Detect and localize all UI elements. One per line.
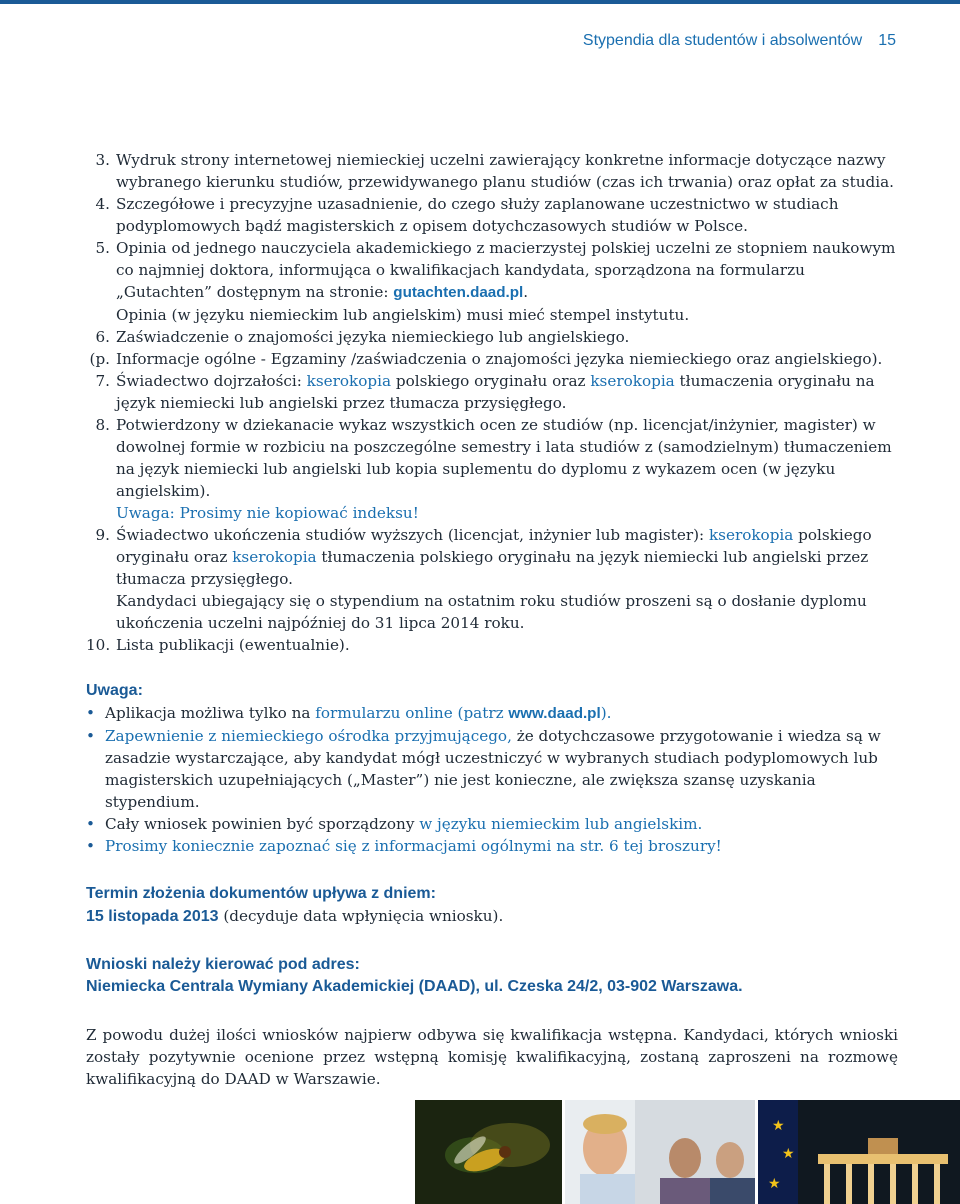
deadline-note: (decyduje data wpłynięcia wniosku). — [218, 907, 504, 925]
text-run: że dotychczasowe przygotowanie i wiedza są w zasadzie wystarczające, aby kandydat mógł uczestniczyć w wybranych studiach podyplomowych lub magisterskich uzupełniających („Master”) nie jest konieczne, ale zwiększa szansę uzyskania stypendium. — [105, 727, 881, 811]
text-run: tłumaczenia oryginału na język niemiecki lub angielski przez tłumacza przysięgłego. — [116, 372, 875, 412]
bullet-item — [86, 835, 898, 857]
top-rule — [0, 0, 960, 4]
list-item — [86, 326, 898, 348]
text-run: polskiego oryginału oraz — [391, 372, 591, 390]
list-item — [86, 237, 898, 326]
item-text — [116, 414, 898, 524]
item-number: 5. — [95, 239, 110, 257]
bullet-text — [105, 702, 898, 725]
bullet-icon: • — [86, 815, 95, 833]
highlighted-text: formularzu online (patrz — [315, 704, 509, 722]
item-number: (p. — [89, 350, 110, 368]
item-text — [116, 193, 898, 237]
item-text — [116, 524, 898, 634]
highlighted-text: Prosimy koniecznie zapoznać się z informacjami ogólnymi na str. 6 tej broszury! — [105, 837, 722, 855]
text-run: tłumaczenia polskiego oryginału na język niemiecki lub angielski przez tłumacza przysięgłego. — [116, 548, 869, 588]
bullet-icon: • — [86, 837, 95, 855]
bullet-text — [105, 835, 898, 857]
running-header — [583, 32, 896, 50]
highlighted-text: kserokopia — [590, 372, 675, 390]
text-run: Świadectwo dojrzałości: — [116, 372, 307, 390]
svg-text:★: ★ — [768, 1176, 781, 1192]
text-run: Świadectwo ukończenia studiów wyższych (licencjat, inżynier lub magister): — [116, 526, 709, 544]
uwaga-list — [86, 702, 898, 857]
web-link[interactable]: www.daad.pl — [508, 705, 601, 722]
item-text — [116, 370, 898, 414]
item-number: 8. — [95, 416, 110, 434]
deadline-date: 15 listopada 2013 — [86, 908, 219, 925]
highlighted-text: kserokopia — [708, 526, 794, 544]
photo-brandenburg-gate — [758, 1100, 960, 1204]
svg-text:★: ★ — [772, 1118, 785, 1134]
text-run: Cały wniosek powinien być sporządzony — [105, 815, 420, 833]
bullet-item — [86, 725, 898, 813]
text-run: Wydruk strony internetowej niemieckiej uczelni zawierający konkretne informacje dotyczące nazwy wybranego kierunku studiów, przewidywanego planu studiów (czas ich trwania) oraz opłat za studia. — [116, 151, 894, 191]
bullet-icon: • — [86, 704, 95, 722]
header-title: Stypendia dla studentów i absolwentów — [582, 32, 863, 49]
address-heading: Wnioski należy kierować pod adres: — [86, 956, 360, 973]
item-text — [116, 348, 898, 370]
web-link[interactable]: gutachten.daad.pl — [393, 284, 524, 301]
text-run: Lista publikacji (ewentualnie). — [116, 636, 350, 654]
text-run: Szczegółowe i precyzyjne uzasadnienie, do czego służy zaplanowane uczestnictwo w studiach podyplomowych bądź magisterskich z opisem dotychczasowych studiów w Polsce. — [116, 195, 839, 235]
bullet-text — [105, 725, 898, 813]
photo-insect — [415, 1100, 562, 1204]
highlighted-text: w języku niemieckim lub angielskim. — [419, 815, 703, 833]
item-number: 3. — [95, 151, 110, 169]
text-run: Aplikacja możliwa tylko na — [105, 704, 316, 722]
text-run: Zaświadczenie o znajomości języka niemieckiego lub angielskiego. — [116, 328, 630, 346]
deadline-line — [86, 905, 898, 928]
uwaga-heading: Uwaga: — [86, 682, 143, 699]
deadline-heading: Termin złożenia dokumentów upływa z dniem: — [86, 885, 436, 902]
highlighted-text: Zapewnienie z niemieckiego ośrodka przyjmującego, — [105, 727, 512, 745]
bullet-item — [86, 702, 898, 725]
text-run: Opinia (w języku niemieckim lub angielskim) musi mieć stempel instytutu. — [116, 306, 690, 324]
text-run: Opinia od jednego nauczyciela akademickiego z macierzystej polskiej uczelni ze stopniem naukowym co najmniej doktora, informująca o kwalifikacjach kandydata, sporządzona na formularzu „Gutachten” dostępnym na stronie: — [116, 239, 896, 301]
item-text — [116, 237, 898, 326]
item-number: 7. — [95, 372, 110, 390]
highlighted-text: kserokopia — [306, 372, 392, 390]
highlighted-text: Uwaga: Prosimy nie kopiować indeksu! — [116, 504, 419, 522]
text-run: polskiego oryginału oraz — [116, 526, 872, 566]
highlighted-text: kserokopia — [232, 548, 317, 566]
item-number: 9. — [95, 526, 110, 544]
photo-strip — [415, 1100, 960, 1204]
item-text — [116, 326, 898, 348]
list-item — [86, 149, 898, 193]
photo-students — [565, 1100, 755, 1204]
text-run: . — [523, 283, 529, 301]
item-number: 10. — [86, 636, 111, 654]
text-run: Informacje ogólne - Egzaminy /zaświadczenia o znajomości języka niemieckiego oraz angielskiego). — [116, 350, 883, 368]
list-item — [86, 370, 898, 414]
item-number: 4. — [95, 195, 110, 213]
list-item — [86, 634, 898, 656]
bullet-item — [86, 813, 898, 835]
address-line: Niemiecka Centrala Wymiany Akademickiej (DAAD), ul. Czeska 24/2, 03-902 Warszawa. — [86, 978, 743, 995]
page-number: 15 — [878, 32, 896, 49]
text-run: Kandydaci ubiegający się o stypendium na ostatnim roku studiów proszeni są o dosłanie dyplomu ukończenia uczelni najpóźniej do 31 lipca 2014 roku. — [116, 592, 867, 632]
closing-paragraph: Z powodu dużej ilości wniosków najpierw odbywa się kwalifikacja wstępna. Kandydaci, których wnioski zostały pozytywnie ocenione przez wstępną komisję kwalifikacyjną, zostaną zaproszeni na rozmowę kwalifikacyjną do DAAD w Warszawie. — [86, 1026, 898, 1088]
item-text — [116, 149, 898, 193]
main-content — [86, 149, 898, 1090]
item-number: 6. — [95, 328, 110, 346]
list-item — [86, 524, 898, 634]
list-item — [86, 348, 898, 370]
list-item — [86, 193, 898, 237]
text-run: Potwierdzony w dziekanacie wykaz wszystkich ocen ze studiów (np. licencjat/inżynier, magister) w dowolnej formie w rozbiciu na poszczególne semestry i lata studiów z (samodzielnym) tłumaczeniem na język niemiecki lub angielski lub kopia suplementu do dyplomu z wykazem ocen (w języku angielskim). — [116, 416, 892, 500]
bullet-text — [105, 813, 898, 835]
document-list — [86, 149, 898, 656]
svg-text:★: ★ — [782, 1146, 795, 1162]
bullet-icon: • — [86, 727, 95, 745]
item-text — [116, 634, 898, 656]
highlighted-text: ). — [600, 704, 612, 722]
list-item — [86, 414, 898, 524]
